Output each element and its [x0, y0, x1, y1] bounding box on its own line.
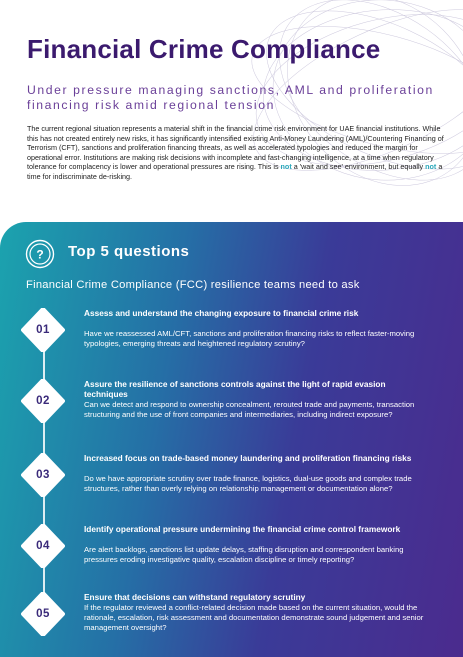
- question-number: 01: [36, 324, 50, 336]
- intro-text-main: The current regional situation represents a material shift in the financial crime risk environment for UAE financial institutions. While this has not created entirely new risks, it has significantly intensified existing Anti-Money Laundering (AML)/Countering Financing of Terrorism (CFT), sanctions and proliferation financing threats, as well as accelerated typologies and reduced the margin for operational error. Institutions are making risk decisions with incomplete and fast-changing intelligence, at a time when regulatory tolerance for complacency is lower and operational pressures are rising. This is: [27, 124, 444, 172]
- question-body: If the regulator reviewed a conflict-related decision made based on the current situation, would the rationale, escalation, risk assessment and documentation demonstrate sound judgement and senior management oversight?: [84, 603, 424, 632]
- question-heading: Increased focus on trade-based money laundering and proliferation financing risks: [84, 453, 412, 463]
- question-number-badge: [21, 592, 65, 636]
- question-heading: Assess and understand the changing exposure to financial crime risk: [84, 308, 359, 318]
- question-number-badge: [21, 524, 65, 568]
- question-body: Do we have appropriate scrutiny over trade finance, logistics, dual-use goods and complex trade structures, rather than overly relying on relationship management or documentation alone?: [84, 474, 412, 493]
- question-number: 04: [36, 540, 50, 552]
- question-body: Have we reassessed AML/CFT, sanctions and proliferation financing risks to reflect faster-moving typologies, emerging threats and heightened regulatory scrutiny?: [84, 329, 415, 348]
- question-number-badge: [21, 453, 65, 497]
- header-section: [0, 0, 463, 222]
- question-heading: Identify operational pressure undermining the financial crime control framework: [84, 524, 401, 534]
- intro-paragraph: [27, 124, 447, 182]
- page-title: Financial Crime Compliance: [27, 34, 381, 64]
- question-body: Can we detect and respond to ownership concealment, rerouted trade and payments, transaction structuring and the use of front companies and intermediaries, including indirect exposure?: [84, 400, 415, 419]
- question-number: 02: [36, 395, 50, 407]
- svg-text:?: ?: [36, 247, 44, 262]
- questions-panel: [0, 222, 463, 657]
- question-number-badge: [21, 379, 65, 423]
- page-subtitle: Under pressure managing sanctions, AML and proliferation financing risk amid regional tension: [27, 83, 434, 112]
- intro-text-mid: a 'wait and see' environment, but equally: [291, 162, 426, 172]
- intro-emphasis-not: not: [425, 162, 437, 172]
- question-heading: Assure the resilience of sanctions controls against the light of rapid evasion techniques: [84, 379, 386, 399]
- question-body: Are alert backlogs, sanctions list update delays, staffing disruption and correspondent banking pressures eroding investigative quality, escalation discipline or timely reporting?: [84, 545, 404, 564]
- intro-emphasis-not: not: [280, 162, 292, 172]
- question-heading: Ensure that decisions can withstand regulatory scrutiny: [84, 592, 306, 602]
- intro-text-end: a time for indiscriminate de-risking.: [27, 162, 443, 181]
- question-circle-icon: [25, 239, 55, 269]
- questions-subtitle: Financial Crime Compliance (FCC) resilience teams need to ask: [26, 279, 360, 291]
- questions-title: Top 5 questions: [68, 243, 190, 260]
- question-number-badge: [21, 308, 65, 352]
- question-number: 05: [36, 608, 50, 620]
- question-number: 03: [36, 469, 50, 481]
